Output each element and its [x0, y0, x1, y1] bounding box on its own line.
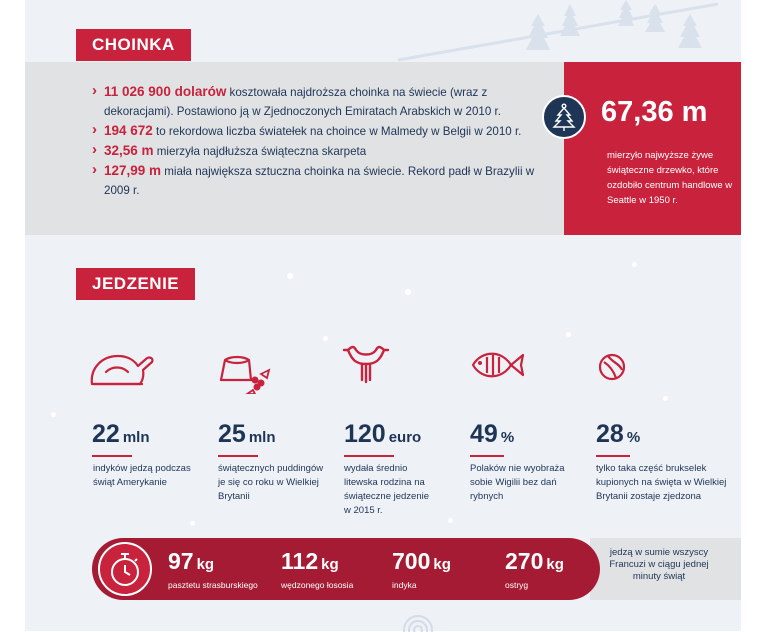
snowflake — [287, 273, 293, 279]
food-stat: 22 mln — [92, 420, 150, 448]
pill-stat-value: 270 kg — [505, 548, 564, 574]
stopwatch-icon — [98, 542, 152, 596]
fact-text: kosztowała najdroższa choinka na świecie (wraz z dekoracjami). Postawiono ją w Zjednoczonych Emiratach Arabskich w 2010 r. — [104, 86, 501, 118]
food-desc: Polaków nie wyobraża sobie Wigilii bez dań rybnych — [470, 463, 565, 502]
turkey-icon — [88, 346, 158, 390]
fact-highlight: 127,99 m — [104, 163, 162, 178]
food-divider — [470, 455, 504, 457]
tallest-tree-stat: 67,36 m — [601, 96, 708, 128]
snowflake — [663, 396, 668, 401]
fact-item — [92, 121, 557, 141]
tallest-tree-desc: mierzyło najwyższe żywe świąteczne drzewko, które ozdobiło centrum handlowe w Seattle w 1950 r. — [607, 150, 733, 206]
decorative-trees-icon — [398, 0, 728, 62]
section-heading-jedzenie: JEDZENIE — [76, 268, 195, 300]
fact-item — [92, 161, 557, 200]
food-desc: świątecznych puddingów je się co roku w Wielkiej Brytanii — [218, 463, 324, 502]
snowflake — [632, 262, 637, 267]
pill-stat-label: indyka — [392, 580, 417, 590]
fact-text: mierzyła najdłuższa świąteczna skarpeta — [153, 145, 367, 158]
food-stat: 120 euro — [344, 420, 422, 448]
snowflake — [405, 289, 411, 295]
snowflake — [566, 332, 571, 337]
pill-stat-label: pasztetu strasburskiego — [168, 580, 258, 590]
fact-highlight: 11 026 900 dolarów — [104, 84, 227, 99]
food-desc: tylko taka część brukselek kupionych na święta w Wielkiej Brytanii zostaje zjedzona — [596, 463, 727, 502]
choinka-facts-list — [92, 82, 557, 200]
pill-stat-label: ostryg — [505, 580, 529, 590]
food-stat: 49 % — [470, 420, 515, 448]
food-divider — [92, 455, 132, 457]
christmas-tree-icon — [542, 95, 586, 139]
fact-highlight: 194 672 — [104, 123, 153, 138]
fact-highlight: 32,56 m — [104, 143, 154, 158]
food-divider — [218, 455, 258, 457]
snowflake — [448, 518, 453, 523]
pudding-icon — [217, 350, 273, 394]
snowflake — [323, 336, 328, 341]
fact-text: to rekordowa liczba światełek na choince w Malmedy w Belgii w 2010 r. — [152, 125, 522, 138]
pill-stat-value: 112 kg — [281, 548, 339, 574]
pill-stat-value: 700 kg — [392, 548, 451, 574]
fact-item — [92, 141, 557, 161]
fact-text: miała największa sztuczna choinka na świecie. Rekord padł w Brazylii w 2009 r. — [104, 165, 535, 197]
brussels-sprout-icon — [596, 350, 628, 384]
food-stat: 25 mln — [218, 420, 276, 448]
pill-stat-value: 97 kg — [168, 548, 215, 574]
fact-item — [92, 82, 557, 121]
sausage-icon — [342, 342, 390, 386]
pill-note: jedzą w sumie wszyscy Francuzi w ciągu jednej minuty świąt — [609, 547, 709, 582]
food-divider — [344, 455, 394, 457]
fish-icon — [467, 345, 525, 385]
food-stat: 28 % — [596, 420, 641, 448]
snowflake — [190, 521, 195, 526]
food-divider — [596, 455, 630, 457]
section-heading-choinka: CHOINKA — [76, 29, 191, 61]
ornament-icon — [398, 612, 438, 632]
food-desc: indyków jedzą podczas świąt Amerykanie — [93, 463, 191, 488]
food-desc: wydała średnio litewska rodzina na świąteczne jedzenie w 2015 r. — [344, 463, 430, 516]
snowflake — [51, 412, 56, 417]
pill-stat-label: wędzonego łososia — [281, 580, 354, 590]
